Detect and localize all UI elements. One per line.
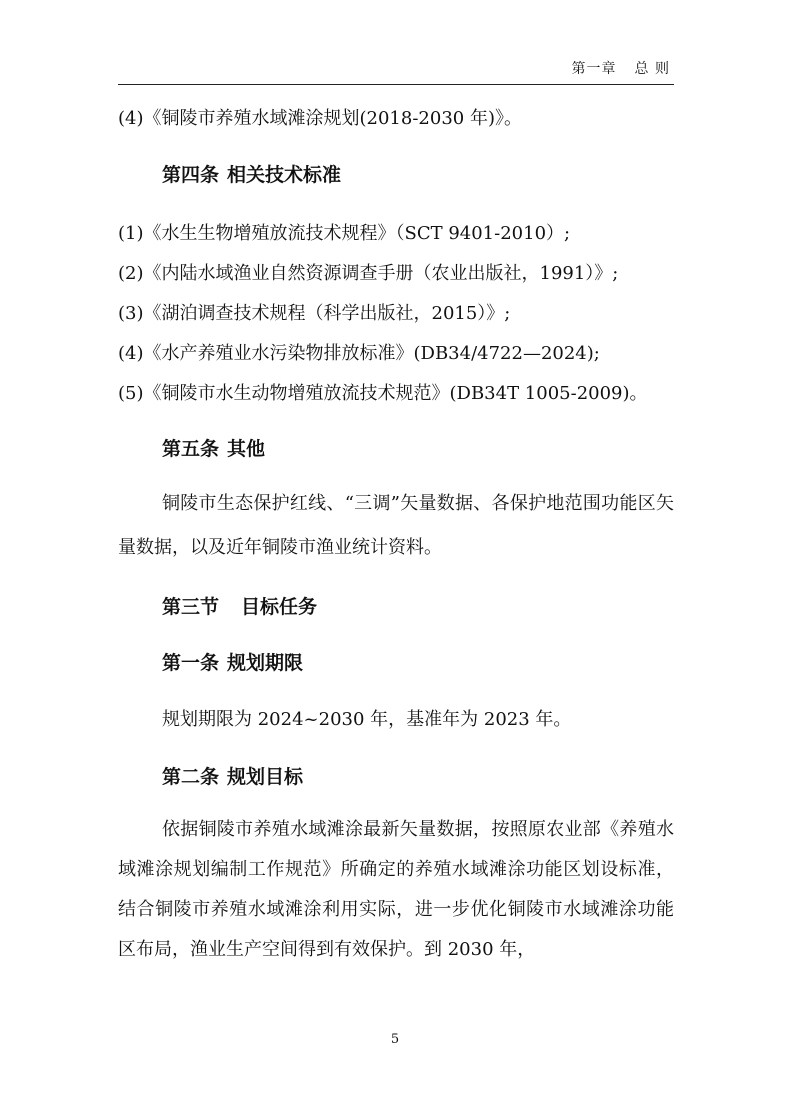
article-heading xyxy=(118,646,674,680)
page-number: 5 xyxy=(390,1032,400,1047)
standards-list xyxy=(118,214,674,414)
reference-item: (4)《铜陵市养殖水域滩涂规划(2018-2030 年)》。 xyxy=(118,108,522,129)
page-content xyxy=(118,102,674,970)
chapter-title: 总 则 xyxy=(634,61,670,77)
article-number: 第五条 xyxy=(162,438,220,460)
list-item: (4)《水产养殖业水污染物排放标准》(DB34/4722—2024); xyxy=(118,343,600,364)
article-number: 第四条 xyxy=(162,164,220,186)
article-number: 第二条 xyxy=(162,766,220,788)
running-header xyxy=(572,58,670,78)
section-title: 目标任务 xyxy=(241,596,318,618)
article-title: 其他 xyxy=(227,438,266,460)
list-item: (2)《内陆水域渔业自然资源调查手册（农业出版社，1991）》; xyxy=(118,263,619,284)
section-number: 第三节 xyxy=(162,596,220,618)
paragraph: 铜陵市生态保护红线、“三调”矢量数据、各保护地范围功能区矢量数据，以及近年铜陵市渔业统计资料。 xyxy=(118,493,674,558)
article-title: 相关技术标准 xyxy=(227,164,342,186)
article-number: 第一条 xyxy=(162,652,220,674)
list-item: (3)《湖泊调查技术规程（科学出版社，2015）》; xyxy=(118,303,511,324)
article-title: 规划目标 xyxy=(227,766,304,788)
chapter-number: 第一章 xyxy=(571,61,617,77)
paragraph: 依据铜陵市养殖水域滩涂最新矢量数据，按照原农业部《养殖水域滩涂规划编制工作规范》所确定的养殖水域滩涂功能区划设标准，结合铜陵市养殖水域滩涂利用实际，进一步优化铜陵市水域滩涂功能区布局，渔业生产空间得到有效保护。到 2030 年， xyxy=(118,819,674,960)
paragraph: 规划期限为 2024~2030 年，基准年为 2023 年。 xyxy=(162,709,572,730)
article-title: 规划期限 xyxy=(227,652,304,674)
article-heading xyxy=(118,760,674,794)
article-heading xyxy=(118,432,674,466)
article-heading xyxy=(118,158,674,192)
list-item: (1)《水生生物增殖放流技术规程》（SCT 9401-2010）; xyxy=(118,223,571,244)
list-item: (5)《铜陵市水生动物增殖放流技术规范》(DB34T 1005-2009)。 xyxy=(118,383,648,404)
header-rule xyxy=(118,84,674,85)
section-heading xyxy=(118,590,674,624)
